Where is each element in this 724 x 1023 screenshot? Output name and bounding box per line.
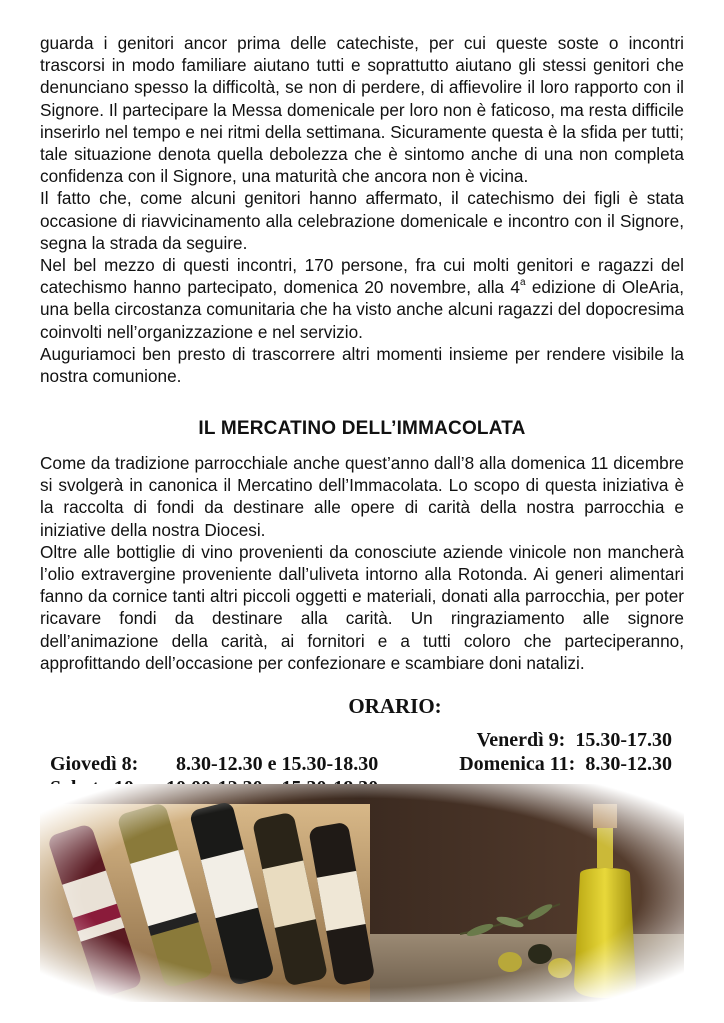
intro-paragraph-3-part-a: Nel bel mezzo di questi incontri, 170 persone, fra cui molti genitori e ragazzi del catechismo hanno partecipato, domenica 20 novembre, alla 4 xyxy=(40,255,684,298)
intro-text-block xyxy=(40,32,684,387)
orario-title: ORARIO: xyxy=(348,694,442,718)
intro-paragraph-1: guarda i genitori ancor prima delle catechiste, per cui queste soste o incontri trascorsi in modo familiare aiutano tutti e soprattutto aiutano gli stessi genitori che denunciano spesso la difficoltà, se non di perdere, di affievolire il loro rapporto con il Signore. Il partecipare la Messa domenicale per loro non è faticoso, ma resta difficile inserirlo nel tempo e nei ritmi della settimana. Sicuramente questa è la sfida per tutti; tale situazione denota quella debolezza che è sintomo anche di una non completa confidenza con il Signore, una maturità che ancora non è vicina. xyxy=(40,33,684,187)
mercatino-paragraph-1: Come da tradizione parrocchiale anche quest’anno dall’8 alla domenica 11 dicembre si svolgerà in canonica il Mercatino dell’Immacolata. Lo scopo di questa iniziativa è la raccolta di fondi da destinare alle opere di carità della nostra parrocchia e iniziative della nostra Diocesi. xyxy=(40,453,684,540)
schedule-thursday-hours: 8.30-12.30 e 15.30-18.30 xyxy=(176,753,379,775)
schedule-thursday-day: Giovedì 8: xyxy=(50,753,139,775)
intro-paragraph-2: Il fatto che, come alcuni genitori hanno affermato, il catechismo dei figli è stata occasione di riavvicinamento alla celebrazione domenicale e incontro con il Signore, segna la strada da seguire. xyxy=(40,188,684,253)
ordinal-superscript: a xyxy=(519,277,526,289)
schedule-friday: Venerdì 9: 15.30-17.30 xyxy=(476,729,672,751)
intro-paragraph-4: Auguriamoci ben presto di trascorrere altri momenti insieme per rendere visibile la nostra comunione. xyxy=(40,343,684,387)
schedule-sunday: Domenica 11: 8.30-12.30 xyxy=(459,753,672,775)
wine-and-olive-oil-photo xyxy=(40,784,684,1002)
intro-paragraph-3-part-b: edizione di OleAria, una bella circostanza comunitaria che ha visto anche alcuni ragazzi del dopocresima coinvolti nell’organizzazione e nel servizio. xyxy=(40,277,684,342)
mercatino-paragraph-2: Oltre alle bottiglie di vino provenienti da conosciute aziende vinicole non mancherà l’olio extravergine proveniente dall’uliveta intorno alla Rotonda. Ai generi alimentari fanno da cornice tanti altri piccoli oggetti e materiali, donati alla parrocchia, per poter ricavare fondi da destinare alla carità. Un ringraziamento alle signore dell’animazione della carità, ai fornitori e a tutti coloro che parteciperanno, approfittando dell’occasione per confezionare e scambiare doni natalizi. xyxy=(40,541,684,673)
mercatino-heading: IL MERCATINO DELL’IMMACOLATA xyxy=(198,418,526,439)
intro-paragraph-3 xyxy=(40,254,684,343)
mercatino-text-block xyxy=(40,452,684,674)
